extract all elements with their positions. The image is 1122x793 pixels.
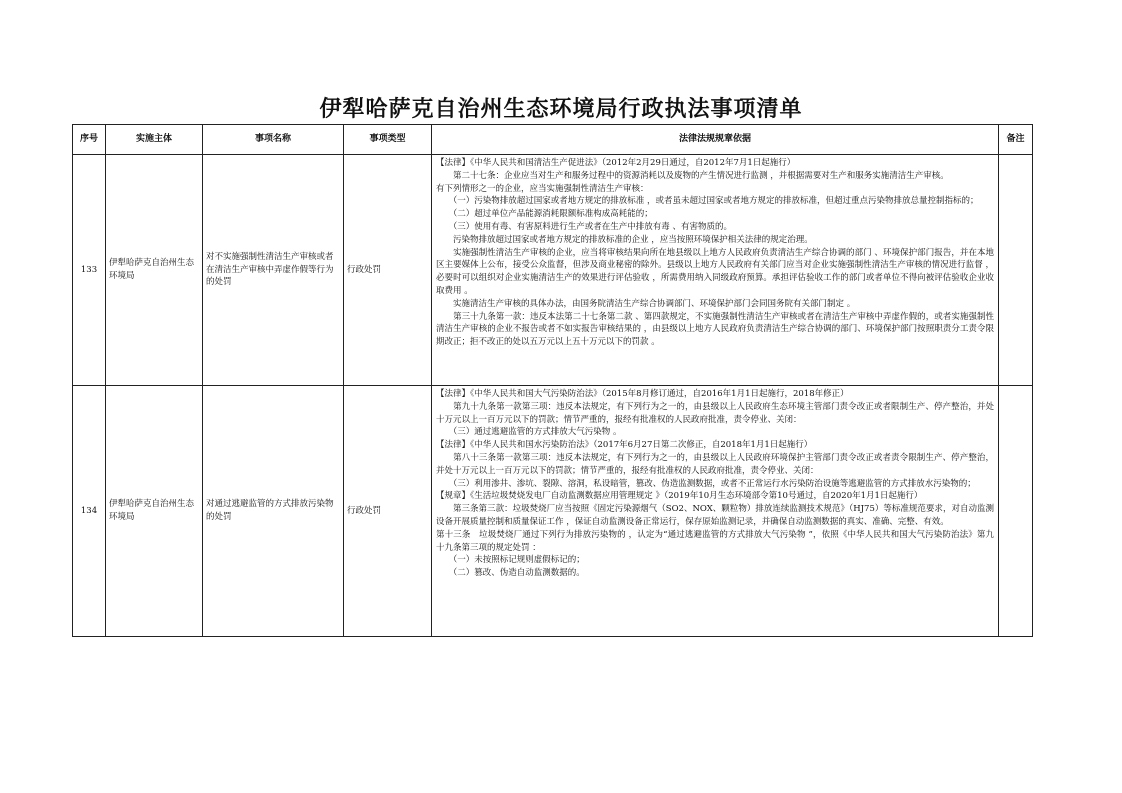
legal-basis-paragraph: （二）超过单位产品能源消耗限额标准构成高耗能的； (436, 209, 653, 220)
cell-item-name: 对通过逃避监管的方式排放污染物的处罚 (203, 386, 344, 637)
table-row (73, 386, 1033, 637)
cell-item-type: 行政处罚 (344, 386, 432, 637)
table-header-row (73, 125, 1033, 155)
legal-basis-paragraph: 【法律】《中华人民共和国清洁生产促进法》（2012年2月29日通过，自2012年7月1日起施行） (436, 158, 796, 168)
cell-seq: 134 (73, 386, 106, 637)
cell-legal-basis (432, 386, 999, 637)
header-subject: 实施主体 (106, 125, 203, 155)
legal-basis-paragraph: 【法律】《中华人民共和国水污染防治法》（2017年6月27日第二次修正，自2018年1月1日起施行） (436, 440, 813, 451)
legal-basis-paragraph: 【规章】《生活垃圾焚烧发电厂自动监测数据应用管理规定 》（2019年10月生态环境部令第10号通过，自2020年1月1日起施行） (436, 491, 923, 502)
legal-basis-paragraph: 污染物排放超过国家或者地方规定的排放标准的企业 ，应当按照环境保护相关法律的规定治理。 (436, 234, 813, 245)
cell-item-type: 行政处罚 (344, 155, 432, 386)
cell-remark (999, 386, 1033, 637)
legal-basis-paragraph: （三）利用渗井、渗坑、裂隙、溶洞，私设暗管，篡改、伪造监测数据，或者不正常运行水污染防治设施等逃避监管的方式排放水污染物的； (436, 478, 976, 489)
cell-remark (999, 155, 1033, 386)
legal-basis-paragraph: （一）未按照标记规则虚假标记的； (436, 555, 585, 566)
page-title: 伊犁哈萨克自治州生态环境局行政执法事项清单 (319, 96, 803, 122)
legal-basis-paragraph: （三）通过逃避监管的方式排放大气污染物 。 (436, 427, 622, 438)
table-row (73, 155, 1033, 386)
legal-basis-text (436, 157, 994, 349)
legal-basis-paragraph: （二）篡改、伪造自动监测数据的。 (436, 568, 585, 579)
legal-basis-paragraph: 第九十九条第一款第三项：违反本法规定，有下列行为之一的，由县级以上人民政府生态环境主管部门责令改正或者限制生产、停产整治，并处十万元以上一百万元以下的罚款；情节严重的，报经有批准权的人民政府批准，责令停业、关闭： (436, 401, 994, 425)
cell-legal-basis (432, 155, 999, 386)
legal-basis-paragraph: 第三十九条第一款：违反本法第二十七条第二款 、第四款规定，不实施强制性清洁生产审核或者在清洁生产审核中弄虚作假的，或者实施强制性清洁生产审核的企业不报告或者不如实报告审核结果的 ，由县级以上地方人民政府负责清洁生产综合协调的部门、环境保护部门按照职责分工责令限期改正；拒不改正的处以五万元以上五十万元以下的罚款 。 (436, 311, 994, 348)
header-seq: 序号 (73, 125, 106, 155)
legal-basis-paragraph: 【法律】《中华人民共和国大气污染防治法》（2015年8月修订通过，自2016年1月1日起施行，2018年修正） (436, 389, 849, 399)
cell-seq: 133 (73, 155, 106, 386)
header-type: 事项类型 (344, 125, 432, 155)
cell-subject: 伊犁哈萨克自治州生态环境局 (106, 155, 203, 386)
header-remark: 备注 (999, 125, 1033, 155)
legal-basis-paragraph: 实施清洁生产审核的具体办法，由国务院清洁生产综合协调部门、环境保护部门会同国务院有关部门制定 。 (436, 298, 856, 309)
legal-basis-paragraph: 有下列情形之一的企业，应当实施强制性清洁生产审核： (436, 183, 649, 194)
header-name: 事项名称 (203, 125, 344, 155)
enforcement-table (72, 124, 1033, 637)
legal-basis-paragraph: 实施强制性清洁生产审核的企业，应当将审核结果向所在地县级以上地方人民政府负责清洁生产综合协调的部门 、环境保护部门报告，并在本地区主要媒体上公布，接受公众监督，但涉及商业秘密的除外。县级以上地方人民政府有关部门应当对企业实施强制性清洁生产审核的情况进行监督 ，必要时可以组织对企业实施清洁生产的效果进行评估验收 ，所需费用纳入同级政府预算。承担评估验收工作的部门或者单位不得向被评估验收企业收取费用 。 (436, 247, 994, 296)
cell-item-name: 对不实施强制性清洁生产审核或者在清洁生产审核中弄虚作假等行为的处罚 (203, 155, 344, 386)
legal-basis-paragraph: （三）使用有毒、有害原料进行生产或者在生产中排放有毒 、有害物质的。 (436, 221, 732, 232)
legal-basis-paragraph: 第十三条 垃圾焚烧厂通过下列行为排放污染物的 ，认定为“通过逃避监管的方式排放大气污染物 ”，依照《中华人民共和国大气污染防治法》第九十九条第三项的规定处罚 ： (436, 529, 994, 553)
legal-basis-paragraph: 第三条第三款：垃圾焚烧厂应当按照《固定污染源烟气（SO2、NOX、颗粒物）排放连续监测技术规范》（HJ75）等标准规范要求，对自动监测设备开展质量控制和质量保证工作 ，保证自动监测设备正常运行，保存原始监测记录，并确保自动监测数据的真实、准确、完整、有效。 (436, 504, 994, 527)
legal-basis-paragraph: 第二十七条：企业应当对生产和服务过程中的资源消耗以及废物的产生情况进行监测 ，并根据需要对生产和服务实施清洁生产审核。 (436, 170, 949, 181)
legal-basis-paragraph: 第八十三条第一款第三项：违反本法规定，有下列行为之一的，由县级以上人民政府环境保护主管部门责令改正或者责令限制生产、停产整治，并处十万元以上一百万元以下的罚款；情节严重的，报经有批准权的人民政府批准，责令停业、关闭： (436, 452, 994, 476)
cell-subject: 伊犁哈萨克自治州生态环境局 (106, 386, 203, 637)
legal-basis-paragraph: （一）污染物排放超过国家或者地方规定的排放标准 ，或者虽未超过国家或者地方规定的排放标准，但超过重点污染物排放总量控制指标的； (436, 196, 979, 207)
legal-basis-text (436, 388, 994, 580)
header-basis: 法律法规规章依据 (432, 125, 999, 155)
